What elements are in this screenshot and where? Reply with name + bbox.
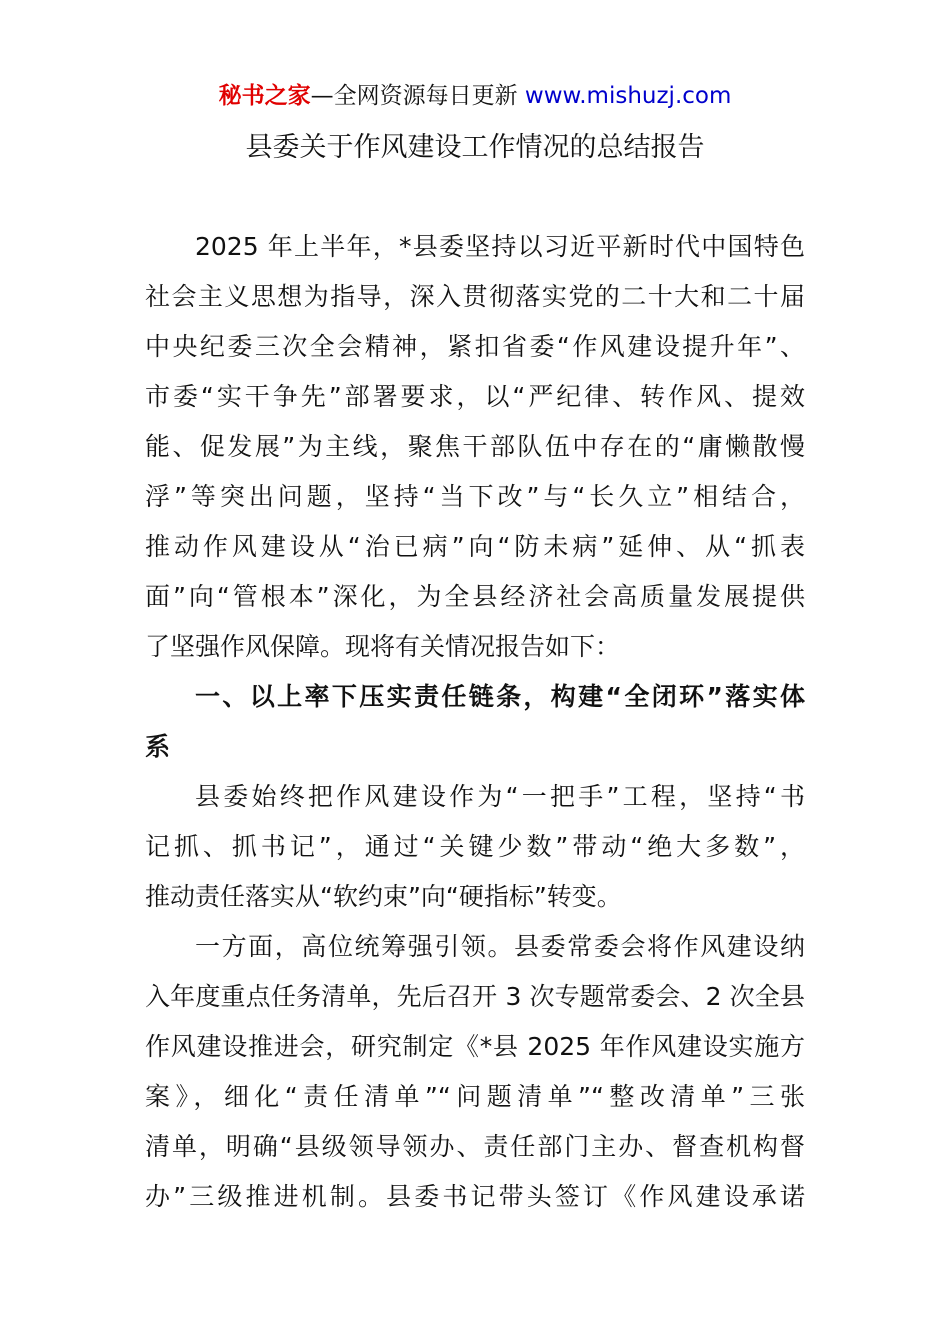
text-line: 社会主义思想为指导，深入贯彻落实党的二十大和二十届 [145,282,805,311]
text-line: 2025 年上半年，*县委坚持以习近平新时代中国特色 [195,232,805,261]
text-line: 市委“实干争先”部署要求，以“严纪律、转作风、提效 [145,382,805,411]
site-tagline: —全网资源每日更新 [310,83,525,109]
paragraph-intro [145,222,805,672]
text-line: 了坚强作风保障。现将有关情况报告如下： [145,632,621,661]
document-body [145,222,805,1222]
text-line: 作风建设推进会，研究制定《*县 2025 年作风建设实施方 [145,1032,805,1061]
paragraph-coordination [145,922,805,1222]
site-header [0,80,950,112]
text-line: 入年度重点任务清单，先后召开 3 次专题常委会、2 次全县 [145,982,805,1011]
site-brand: 秘书之家 [218,83,311,109]
text-line: 记抓、抓书记”，通过“关键少数”带动“绝大多数”， [145,832,805,861]
text-line: 案》，细化“责任清单”“问题清单”“整改清单”三张 [145,1082,805,1111]
paragraph-responsibility [145,772,805,922]
text-line: 办”三级推进机制。县委书记带头签订《作风建设承诺 [145,1182,805,1211]
site-url-link[interactable]: www.mishuzj.com [524,83,732,109]
text-line: 面”向“管根本”深化，为全县经济社会高质量发展提供 [145,582,805,611]
text-line: 能、促发展”为主线，聚焦干部队伍中存在的“庸懒散慢 [145,432,805,461]
section-heading-1 [145,672,805,772]
text-line: 系 [145,732,171,761]
text-line: 浮”等突出问题，坚持“当下改”与“长久立”相结合， [145,482,805,511]
text-line: 清单，明确“县级领导领办、责任部门主办、督查机构督 [145,1132,805,1161]
text-line: 中央纪委三次全会精神，紧扣省委“作风建设提升年”、 [145,332,805,361]
text-line: 一、以上率下压实责任链条，构建“全闭环”落实体 [195,682,805,711]
text-line: 一方面，高位统筹强引领。县委常委会将作风建设纳 [195,932,805,961]
text-line: 推动作风建设从“治已病”向“防未病”延伸、从“抓表 [145,532,805,561]
text-line: 县委始终把作风建设作为“一把手”工程，坚持“书 [195,782,805,811]
text-line: 推动责任落实从“软约束”向“硬指标”转变。 [145,882,622,911]
document-title: 县委关于作风建设工作情况的总结报告 [245,132,705,163]
